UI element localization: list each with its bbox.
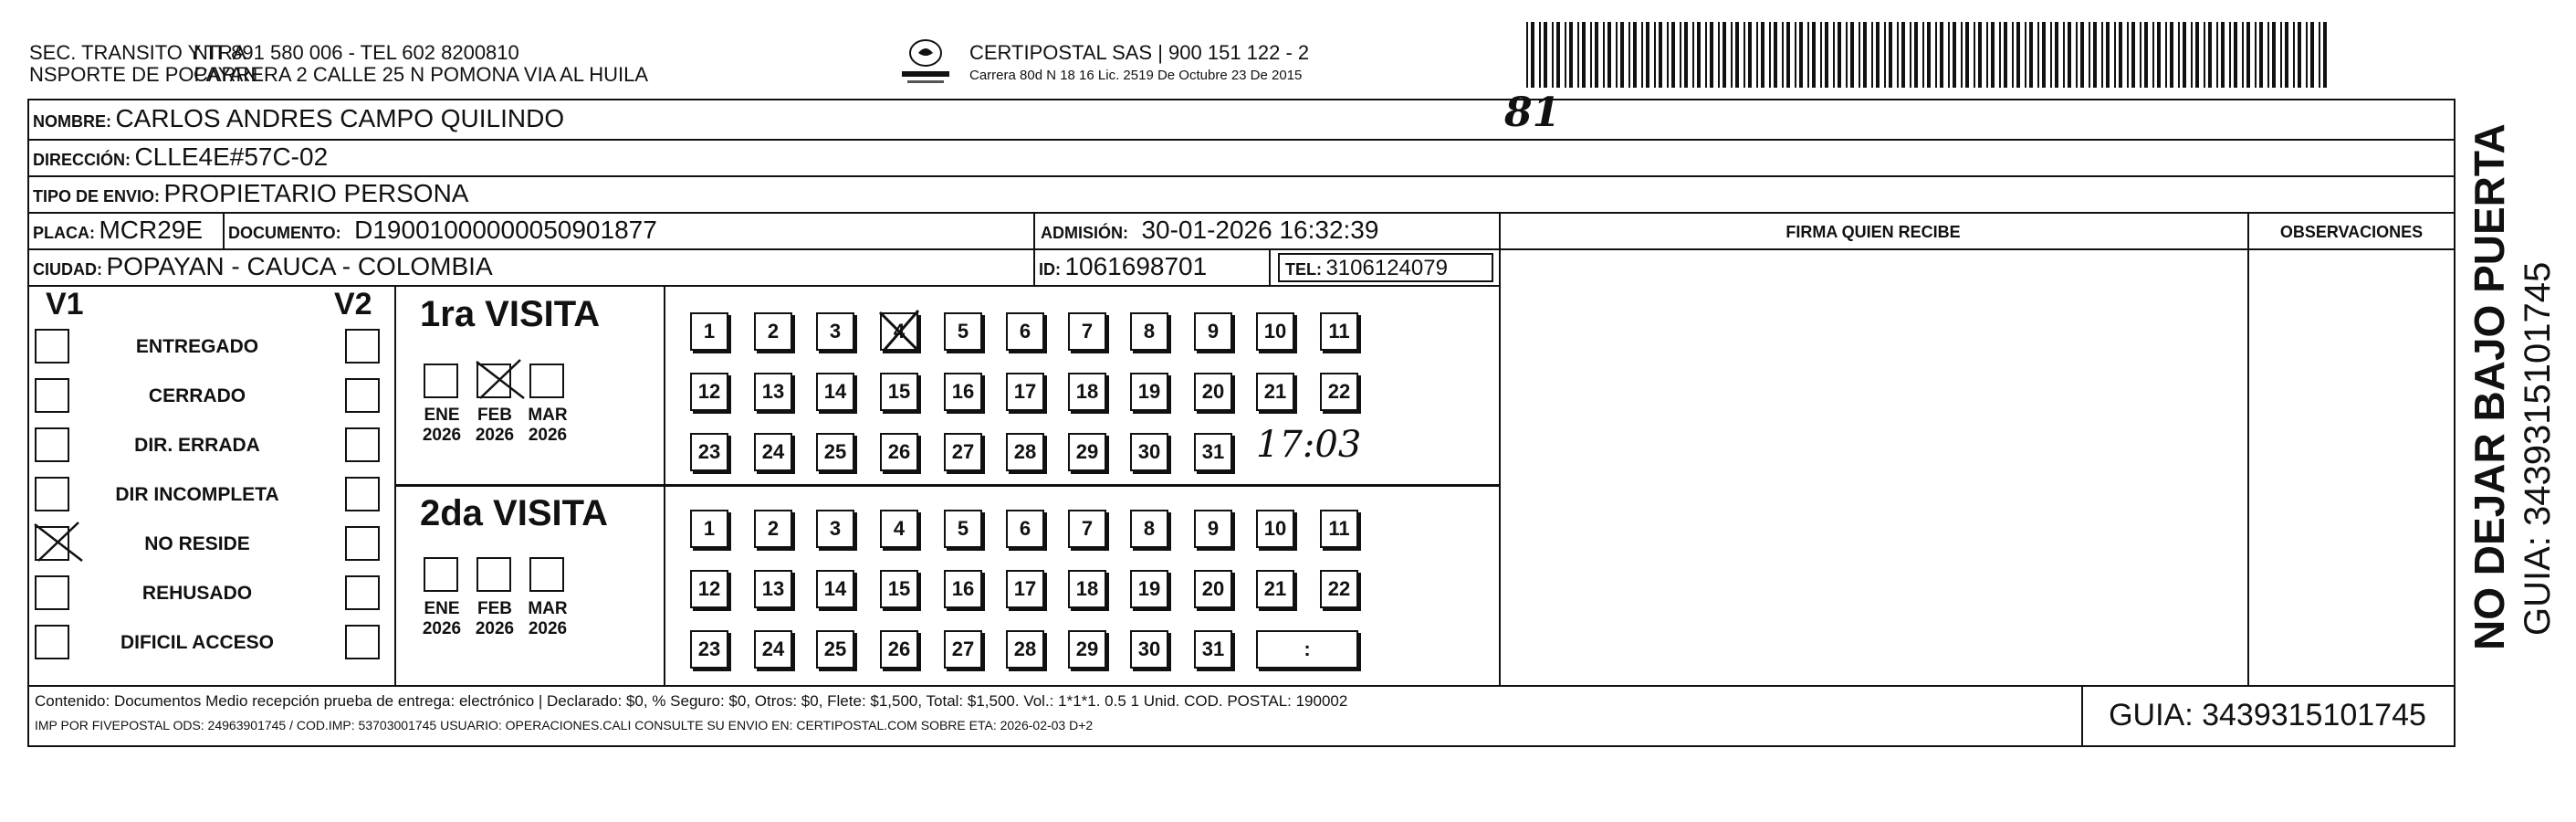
handwritten-mark: 81 xyxy=(1504,90,1561,136)
day-box-6[interactable]: 6 xyxy=(1006,312,1044,351)
day-box-4[interactable]: 4 xyxy=(880,312,918,351)
status-label-rehusado: REHUSADO xyxy=(141,583,253,604)
day-box-25[interactable]: 25 xyxy=(816,630,854,669)
day-box-16[interactable]: 16 xyxy=(944,373,982,411)
placa-field xyxy=(33,216,203,245)
nombre-label: NOMBRE: xyxy=(33,112,111,131)
day-box-8[interactable]: 8 xyxy=(1130,510,1168,548)
tel-field xyxy=(1285,256,1448,281)
day-box-17[interactable]: 17 xyxy=(1006,373,1044,411)
tipo-envio-label: TIPO DE ENVIO: xyxy=(33,187,161,206)
v1-label: V1 xyxy=(46,287,84,321)
barcode xyxy=(1526,22,2330,88)
day-box-11[interactable]: 11 xyxy=(1320,312,1358,351)
day-box-22[interactable]: 22 xyxy=(1320,570,1358,608)
firma-header: FIRMA QUIEN RECIBE xyxy=(1785,223,1961,241)
tel-label: TEL: xyxy=(1285,260,1322,279)
day-box-21[interactable]: 21 xyxy=(1256,373,1294,411)
day-box-20[interactable]: 20 xyxy=(1194,373,1232,411)
v2-checkbox-dificil-acceso[interactable] xyxy=(345,625,380,659)
admision-value: 30-01-2026 16:32:39 xyxy=(1141,216,1379,244)
id-value: 1061698701 xyxy=(1064,252,1208,280)
day-box-29[interactable]: 29 xyxy=(1068,433,1106,471)
day-box-20[interactable]: 20 xyxy=(1194,570,1232,608)
v1-checkbox-cerrado[interactable] xyxy=(35,378,69,413)
delivery-form xyxy=(27,99,2456,747)
v1-checkbox-no-reside[interactable] xyxy=(35,526,69,561)
side-warning: NO DEJAR BAJO PUERTA xyxy=(2466,123,2513,650)
courier-line-2: Carrera 80d N 18 16 Lic. 2519 De Octubre 23 De 2015 xyxy=(969,68,1303,83)
org-line-2: NSPORTE DE POPAYAN xyxy=(29,63,258,86)
v1-checkbox-entregado[interactable] xyxy=(35,329,69,364)
v1-checkbox-dificil-acceso[interactable] xyxy=(35,625,69,659)
direccion-field xyxy=(33,142,328,172)
nit-line-1: NIT 891 580 006 - TEL 602 8200810 xyxy=(194,41,519,64)
day-box-18[interactable]: 18 xyxy=(1068,373,1106,411)
id-label: ID: xyxy=(1039,260,1061,279)
footer-line-1: Contenido: Documentos Medio recepción prueba de entrega: electrónico | Declarado: $0, % Seguro: $0, Otros: $0, Flete: $1,500, Total: $1,500. Vol.: 1*1*1. 0.5 1 Unid. COD. POSTAL: 190002 xyxy=(35,692,1348,710)
nit-line-2: CARRERA 2 CALLE 25 N POMONA VIA AL HUILA xyxy=(194,63,649,86)
day-box-13[interactable]: 13 xyxy=(754,373,792,411)
placa-label: PLACA: xyxy=(33,224,95,242)
day-box-14[interactable]: 14 xyxy=(816,373,854,411)
v1-checkbox-dir-incompleta[interactable] xyxy=(35,477,69,511)
certipostal-logo-icon xyxy=(898,37,953,88)
day-box-1[interactable]: 1 xyxy=(690,510,728,548)
day-box-10[interactable]: 10 xyxy=(1256,510,1294,548)
status-label-cerrado: CERRADO xyxy=(148,385,246,406)
ciudad-field xyxy=(33,252,493,281)
v2-checkbox-dir-incompleta[interactable] xyxy=(345,477,380,511)
courier-line-1: CERTIPOSTAL SAS | 900 151 122 - 2 xyxy=(969,41,1310,64)
day-box-15[interactable]: 15 xyxy=(880,373,918,411)
day-box-16[interactable]: 16 xyxy=(944,570,982,608)
nombre-field xyxy=(33,104,564,133)
day-box-19[interactable]: 19 xyxy=(1130,570,1168,608)
day-box-3[interactable]: 3 xyxy=(816,312,854,351)
day-box-3[interactable]: 3 xyxy=(816,510,854,548)
documento-label: DOCUMENTO: xyxy=(228,224,341,242)
status-label-dificil-acceso: DIFICIL ACCESO xyxy=(120,632,274,653)
direccion-value: CLLE4E#57C-02 xyxy=(134,142,329,171)
day-box-5[interactable]: 5 xyxy=(944,312,982,351)
month-checkbox-feb[interactable] xyxy=(476,557,511,592)
day-box-7[interactable]: 7 xyxy=(1068,312,1106,351)
v2-checkbox-rehusado[interactable] xyxy=(345,575,380,610)
admision-label: ADMISIÓN: xyxy=(1041,224,1128,242)
month-checkbox-feb[interactable] xyxy=(476,364,511,398)
month-label-ene: ENE 2026 xyxy=(422,599,462,638)
status-label-dir-errada: DIR. ERRADA xyxy=(134,435,260,456)
day-box-17[interactable]: 17 xyxy=(1006,570,1044,608)
day-box-27[interactable]: 27 xyxy=(944,433,982,471)
day-box-26[interactable]: 26 xyxy=(880,630,918,669)
id-field xyxy=(1039,252,1207,281)
placa-value: MCR29E xyxy=(99,216,204,244)
v2-checkbox-no-reside[interactable] xyxy=(345,526,380,561)
tel-value: 3106124079 xyxy=(1325,256,1448,280)
footer-guia: GUIA: 3439315101745 xyxy=(2109,698,2426,732)
day-box-18[interactable]: 18 xyxy=(1068,570,1106,608)
day-box-8[interactable]: 8 xyxy=(1130,312,1168,351)
admision-field xyxy=(1041,216,1378,245)
status-label-entregado: ENTREGADO xyxy=(135,336,259,357)
day-box-22[interactable]: 22 xyxy=(1320,373,1358,411)
day-box-9[interactable]: 9 xyxy=(1194,510,1232,548)
day-box-2[interactable]: 2 xyxy=(754,312,792,351)
month-checkbox-ene[interactable] xyxy=(424,364,458,398)
day-box-27[interactable]: 27 xyxy=(944,630,982,669)
time-field[interactable]: : xyxy=(1256,630,1358,669)
day-box-28[interactable]: 28 xyxy=(1006,630,1044,669)
footer-line-2: IMP POR FIVEPOSTAL ODS: 24963901745 / COD.IMP: 53703001745 USUARIO: OPERACIONES.CALI CONSULTE SU ENVIO EN: CERTIPOSTAL.COM SOBRE ETA: 2026-02-03 D+2 xyxy=(35,718,1094,732)
month-label-mar: MAR 2026 xyxy=(528,599,568,638)
month-checkbox-ene[interactable] xyxy=(424,557,458,592)
day-box-12[interactable]: 12 xyxy=(690,570,728,608)
day-box-24[interactable]: 24 xyxy=(754,630,792,669)
org-line-1: SEC. TRANSITO Y TRA xyxy=(29,41,246,64)
day-box-15[interactable]: 15 xyxy=(880,570,918,608)
day-box-4[interactable]: 4 xyxy=(880,510,918,548)
day-box-30[interactable]: 30 xyxy=(1130,433,1168,471)
observaciones-header: OBSERVACIONES xyxy=(2279,223,2424,241)
direccion-label: DIRECCIÓN: xyxy=(33,151,131,169)
ciudad-label: CIUDAD: xyxy=(33,260,102,279)
side-guia: GUIA: 3439315101745 xyxy=(2518,261,2558,636)
handwritten-time: 17:03 xyxy=(1256,424,1362,466)
day-box-1[interactable]: 1 xyxy=(690,312,728,351)
v1-checkbox-dir-errada[interactable] xyxy=(35,427,69,462)
day-box-28[interactable]: 28 xyxy=(1006,433,1044,471)
day-box-14[interactable]: 14 xyxy=(816,570,854,608)
v2-checkbox-dir-errada[interactable] xyxy=(345,427,380,462)
nombre-value: CARLOS ANDRES CAMPO QUILINDO xyxy=(115,104,565,132)
month-label-feb: FEB 2026 xyxy=(475,599,515,638)
ciudad-value: POPAYAN - CAUCA - COLOMBIA xyxy=(106,252,493,280)
day-box-7[interactable]: 7 xyxy=(1068,510,1106,548)
visit1-title: 1ra VISITA xyxy=(420,294,601,334)
day-box-30[interactable]: 30 xyxy=(1130,630,1168,669)
v2-checkbox-cerrado[interactable] xyxy=(345,378,380,413)
day-box-31[interactable]: 31 xyxy=(1194,630,1232,669)
day-box-12[interactable]: 12 xyxy=(690,373,728,411)
v2-checkbox-entregado[interactable] xyxy=(345,329,380,364)
day-box-13[interactable]: 13 xyxy=(754,570,792,608)
day-box-19[interactable]: 19 xyxy=(1130,373,1168,411)
day-box-31[interactable]: 31 xyxy=(1194,433,1232,471)
day-box-25[interactable]: 25 xyxy=(816,433,854,471)
day-box-2[interactable]: 2 xyxy=(754,510,792,548)
status-label-no-reside: NO RESIDE xyxy=(144,533,250,554)
day-box-9[interactable]: 9 xyxy=(1194,312,1232,351)
documento-value: D19001000000050901877 xyxy=(354,216,657,244)
day-box-26[interactable]: 26 xyxy=(880,433,918,471)
v1-checkbox-rehusado[interactable] xyxy=(35,575,69,610)
day-box-23[interactable]: 23 xyxy=(690,433,728,471)
month-checkbox-mar[interactable] xyxy=(529,557,564,592)
day-box-11[interactable]: 11 xyxy=(1320,510,1358,548)
visit2-title: 2da VISITA xyxy=(420,493,608,533)
day-box-29[interactable]: 29 xyxy=(1068,630,1106,669)
tipo-envio-value: PROPIETARIO PERSONA xyxy=(163,179,469,207)
documento-field xyxy=(228,216,657,245)
status-label-dir-incompleta: DIR INCOMPLETA xyxy=(115,484,279,505)
day-box-24[interactable]: 24 xyxy=(754,433,792,471)
month-label-mar: MAR 2026 xyxy=(528,406,568,445)
day-box-23[interactable]: 23 xyxy=(690,630,728,669)
day-box-6[interactable]: 6 xyxy=(1006,510,1044,548)
v2-label: V2 xyxy=(334,287,372,321)
month-checkbox-mar[interactable] xyxy=(529,364,564,398)
month-label-feb: FEB 2026 xyxy=(475,406,515,445)
day-box-21[interactable]: 21 xyxy=(1256,570,1294,608)
month-label-ene: ENE 2026 xyxy=(422,406,462,445)
tipo-envio-field xyxy=(33,179,468,208)
day-box-10[interactable]: 10 xyxy=(1256,312,1294,351)
day-box-5[interactable]: 5 xyxy=(944,510,982,548)
